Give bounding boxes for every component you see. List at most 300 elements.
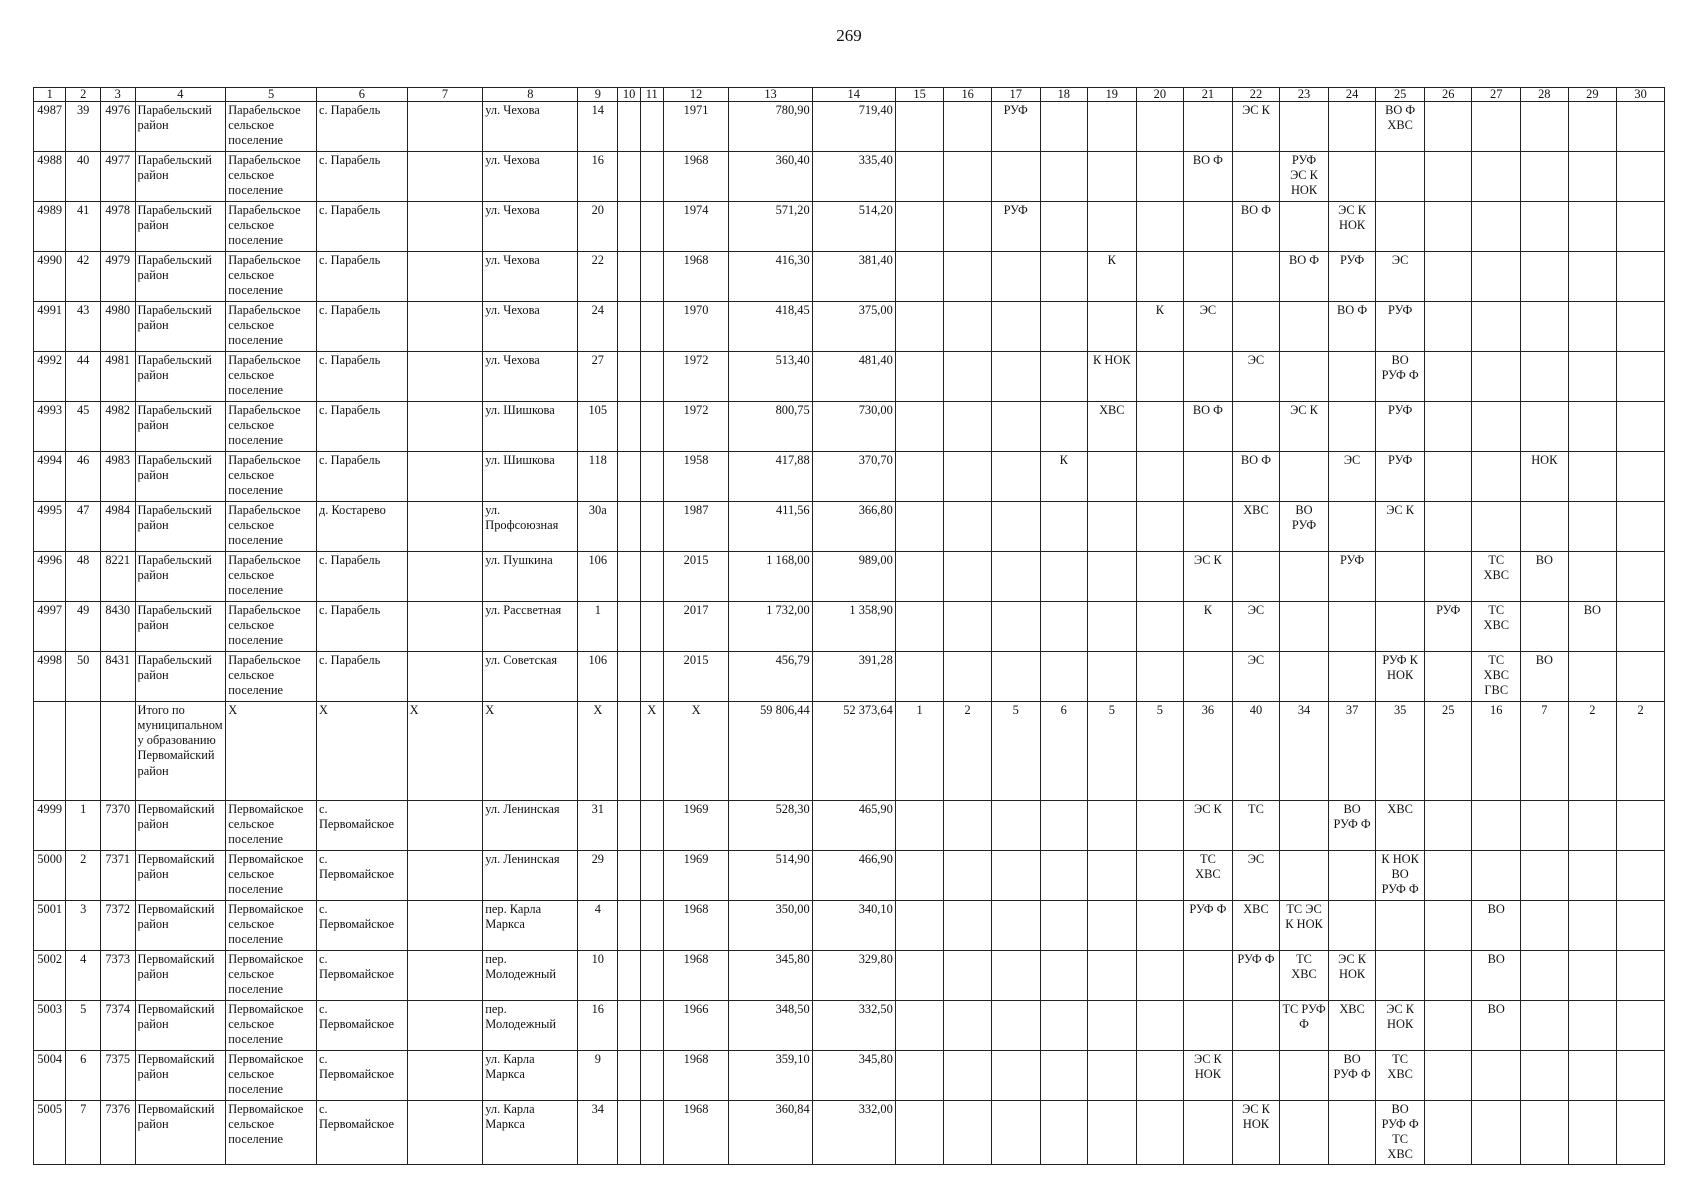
table-cell: Парабельский район [135,552,226,602]
table-cell [1568,901,1617,951]
table-cell [618,1101,641,1165]
column-number: 15 [895,88,944,102]
table-cell [991,452,1040,502]
table-cell [944,552,992,602]
table-cell [1521,951,1569,1001]
table-cell: 4998 [34,652,66,702]
table-cell: 105 [578,402,618,452]
table-cell [1184,352,1233,402]
table-cell: ЭС К НОК [1232,1101,1280,1165]
table-cell [991,602,1040,652]
table-cell [1136,152,1184,202]
table-cell: 34 [578,1101,618,1165]
table-cell: Первомайское сельское поселение [226,851,317,901]
table-cell: 4983 [100,452,135,502]
table-cell [407,452,483,502]
table-cell: 29 [578,851,618,901]
table-cell: 345,80 [729,951,812,1001]
table-cell: Первомайское сельское поселение [226,801,317,851]
table-cell: 106 [578,552,618,602]
table-cell: ул. Советская [483,652,578,702]
table-cell: 4997 [34,602,66,652]
table-cell: РУФ [1424,602,1472,652]
table-cell: Парабельский район [135,152,226,202]
table-cell [944,352,992,402]
column-number: 22 [1232,88,1280,102]
table-cell: 1968 [663,1051,729,1101]
table-cell: 8431 [100,652,135,702]
table-cell: 16 [578,1001,618,1051]
column-number: 19 [1088,88,1137,102]
table-cell: Первомайский район [135,901,226,951]
table-cell [407,102,483,152]
table-cell: ВО [1472,901,1521,951]
table-cell: 1 358,90 [812,602,895,652]
table-cell [407,352,483,402]
table-cell [618,102,641,152]
table-cell: Первомайское сельское поселение [226,1101,317,1165]
table-cell: с. Первомайское [316,1051,407,1101]
table-cell [640,352,663,402]
table-cell: Парабельское сельское поселение [226,602,317,652]
table-cell: ВО РУФ Ф ТС ХВС [1376,1101,1425,1165]
table-cell [944,502,992,552]
column-number: 23 [1280,88,1329,102]
table-cell [618,552,641,602]
table-cell: 348,50 [729,1001,812,1051]
table-cell [1040,1001,1088,1051]
table-cell [895,1001,944,1051]
table-cell [1376,152,1425,202]
table-cell [1136,102,1184,152]
table-cell: 5001 [34,901,66,951]
table-cell [895,801,944,851]
table-cell [407,252,483,302]
table-cell: ВО РУФ Ф [1328,1051,1376,1101]
table-cell: ул. Чехова [483,252,578,302]
table-cell [1472,202,1521,252]
table-cell: ул. Чехова [483,152,578,202]
table-cell: Х [226,702,317,801]
table-cell: с. Первомайское [316,951,407,1001]
table-cell [944,102,992,152]
table-cell: Х [316,702,407,801]
column-number: 2 [66,88,101,102]
table-cell: 5005 [34,1101,66,1165]
table-cell: Парабельский район [135,602,226,652]
table-cell: 4982 [100,402,135,452]
table-cell: Х [578,702,618,801]
table-cell: ЭС [1232,652,1280,702]
table-cell [1328,1101,1376,1165]
table-cell: 4978 [100,202,135,252]
table-cell [1568,801,1617,851]
table-cell [1040,552,1088,602]
table-cell: Х [640,702,663,801]
table-cell: Парабельское сельское поселение [226,202,317,252]
table-cell [1328,502,1376,552]
table-cell [1088,552,1137,602]
table-cell [944,851,992,901]
table-cell: 456,79 [729,652,812,702]
table-cell [1521,302,1569,352]
table-cell: 2 [66,851,101,901]
table-cell: 6 [1040,702,1088,801]
table-cell: пер. Молодежный [483,951,578,1001]
table-cell [618,1001,641,1051]
table-cell: ВО Ф [1280,252,1329,302]
table-cell [1568,152,1617,202]
table-cell [1568,352,1617,402]
table-cell [895,152,944,202]
table-cell: 4995 [34,502,66,552]
table-cell [1568,652,1617,702]
table-row [34,552,1665,602]
table-cell [1184,1101,1233,1165]
table-cell: 1 168,00 [729,552,812,602]
table-cell: ЭС К [1184,801,1233,851]
table-cell [1328,352,1376,402]
column-number-row [34,88,1665,102]
table-cell [1376,202,1425,252]
table-cell: ул. Чехова [483,302,578,352]
table-cell [640,1001,663,1051]
table-cell [1040,1101,1088,1165]
table-cell [944,801,992,851]
table-cell [1521,1101,1569,1165]
table-cell: 1972 [663,352,729,402]
table-cell: ул. Чехова [483,102,578,152]
table-cell: 1 732,00 [729,602,812,652]
table-cell [1617,1051,1665,1101]
table-cell: 1 [66,801,101,851]
table-cell [1280,851,1329,901]
table-cell: 2015 [663,552,729,602]
table-cell: Парабельский район [135,352,226,402]
table-cell: РУФ [991,102,1040,152]
table-cell: 47 [66,502,101,552]
table-cell: 350,00 [729,901,812,951]
table-cell: Первомайское сельское поселение [226,1051,317,1101]
table-cell [1424,652,1472,702]
table-cell [640,302,663,352]
table-cell: Х [483,702,578,801]
table-cell: 5003 [34,1001,66,1051]
table-cell [618,801,641,851]
table-cell: с. Парабель [316,652,407,702]
table-cell [1424,452,1472,502]
table-cell [991,152,1040,202]
table-cell: с. Парабель [316,152,407,202]
table-cell [1472,102,1521,152]
table-cell [407,302,483,352]
table-cell: с. Парабель [316,352,407,402]
table-row [34,402,1665,452]
table-cell [1184,652,1233,702]
total-row [34,702,1665,801]
table-cell: с. Первомайское [316,801,407,851]
table-cell [1472,1051,1521,1101]
table-cell [618,152,641,202]
table-cell: К [1184,602,1233,652]
table-cell: 366,80 [812,502,895,552]
table-cell [407,552,483,602]
table-cell: ЭС К НОК [1184,1051,1233,1101]
table-cell: 411,56 [729,502,812,552]
table-cell: Парабельский район [135,452,226,502]
table-row [34,1051,1665,1101]
table-cell: Парабельское сельское поселение [226,502,317,552]
table-cell [1040,1051,1088,1101]
table-cell [1568,951,1617,1001]
table-cell: с. Парабель [316,602,407,652]
table-cell [1424,302,1472,352]
table-cell: 780,90 [729,102,812,152]
table-cell: 329,80 [812,951,895,1001]
table-cell: 7373 [100,951,135,1001]
table-row [34,352,1665,402]
table-cell: Х [407,702,483,801]
table-cell [1184,951,1233,1001]
table-cell [1472,302,1521,352]
table-cell: ЭС [1232,851,1280,901]
table-cell: 2 [1617,702,1665,801]
table-cell [1280,1051,1329,1101]
table-cell: 4994 [34,452,66,502]
table-cell [1280,202,1329,252]
table-cell [1617,402,1665,452]
table-cell [407,901,483,951]
table-cell [640,502,663,552]
table-cell [407,502,483,552]
table-cell [1232,402,1280,452]
table-cell [1136,1101,1184,1165]
table-cell: ул. Ленинская [483,851,578,901]
table-cell [991,552,1040,602]
table-cell [1040,801,1088,851]
table-cell: 571,20 [729,202,812,252]
table-cell: ЭС К [1376,502,1425,552]
table-cell [1617,152,1665,202]
table-cell [895,202,944,252]
table-cell [1472,152,1521,202]
table-cell [1568,1101,1617,1165]
column-number: 3 [100,88,135,102]
table-row [34,452,1665,502]
table-cell: Х [663,702,729,801]
table-cell: РУФ [1376,452,1425,502]
table-cell [1472,452,1521,502]
table-cell [1521,252,1569,302]
table-cell [1424,352,1472,402]
table-cell [1280,302,1329,352]
table-cell [1040,102,1088,152]
table-cell: 417,88 [729,452,812,502]
table-cell: РУФ [1376,302,1425,352]
table-cell [1617,851,1665,901]
table-cell: 43 [66,302,101,352]
table-cell: 16 [1472,702,1521,801]
column-number: 25 [1376,88,1425,102]
table-cell [407,951,483,1001]
table-cell: ул. Карла Маркса [483,1051,578,1101]
table-cell: 4 [66,951,101,1001]
table-cell [1088,1051,1137,1101]
table-cell: 2 [1568,702,1617,801]
column-number: 12 [663,88,729,102]
table-row [34,502,1665,552]
column-number: 26 [1424,88,1472,102]
table-cell: ВО Ф [1232,202,1280,252]
column-number: 17 [991,88,1040,102]
table-cell [1617,202,1665,252]
table-cell [1376,901,1425,951]
table-cell [66,702,101,801]
table-cell [1088,1001,1137,1051]
table-cell [640,652,663,702]
table-cell: ВО [1472,1001,1521,1051]
column-number: 4 [135,88,226,102]
table-cell: 1 [578,602,618,652]
table-row [34,951,1665,1001]
table-cell: 27 [578,352,618,402]
table-cell [1472,252,1521,302]
table-cell [1617,502,1665,552]
table-cell [1040,202,1088,252]
table-cell [1136,352,1184,402]
table-cell: с. Парабель [316,102,407,152]
table-cell: Парабельское сельское поселение [226,252,317,302]
table-cell: 9 [578,1051,618,1101]
table-cell [1280,102,1329,152]
table-cell: РУФ К НОК [1376,652,1425,702]
table-cell [1136,452,1184,502]
table-cell: ул. Профсоюзная [483,502,578,552]
table-cell: 4987 [34,102,66,152]
table-cell: с. Парабель [316,402,407,452]
table-cell [100,702,135,801]
table-cell [1040,302,1088,352]
table-row [34,1101,1665,1165]
table-cell [640,1101,663,1165]
column-number: 10 [618,88,641,102]
table-cell: ТС ХВС [1472,552,1521,602]
table-cell: ВО Ф [1184,152,1233,202]
column-number: 28 [1521,88,1569,102]
table-cell: 1 [895,702,944,801]
table-cell [640,602,663,652]
table-cell [1328,851,1376,901]
column-number: 16 [944,88,992,102]
table-cell: 31 [578,801,618,851]
table-cell [1232,1001,1280,1051]
table-cell: ТС РУФ Ф [1280,1001,1329,1051]
table-cell [1617,652,1665,702]
table-cell [1472,502,1521,552]
table-cell: 49 [66,602,101,652]
column-number: 11 [640,88,663,102]
table-cell [991,302,1040,352]
table-cell: ЭС [1328,452,1376,502]
table-cell [944,252,992,302]
table-cell: 24 [578,302,618,352]
table-cell [1136,801,1184,851]
table-cell [1568,502,1617,552]
table-cell [1184,452,1233,502]
table-cell: Парабельский район [135,202,226,252]
table-cell: 4996 [34,552,66,602]
table-cell: Парабельское сельское поселение [226,302,317,352]
table-cell [407,202,483,252]
table-cell [1184,502,1233,552]
table-cell [1040,652,1088,702]
table-cell [640,552,663,602]
table-cell: 4976 [100,102,135,152]
table-cell: ЭС [1232,602,1280,652]
table-cell [1568,452,1617,502]
table-cell [1424,252,1472,302]
table-cell [1521,102,1569,152]
table-cell [991,951,1040,1001]
column-number: 27 [1472,88,1521,102]
table-cell [1568,851,1617,901]
table-cell [1136,602,1184,652]
table-cell [640,452,663,502]
table-cell: 1971 [663,102,729,152]
table-cell: 1968 [663,152,729,202]
table-row [34,302,1665,352]
table-cell: 3 [66,901,101,951]
table-cell: 48 [66,552,101,602]
table-cell: 7375 [100,1051,135,1101]
table-cell: ХВС [1232,901,1280,951]
table-cell [991,252,1040,302]
table-cell [1136,402,1184,452]
table-cell [618,951,641,1001]
table-cell [640,102,663,152]
table-cell: с. Парабель [316,552,407,602]
table-cell: 39 [66,102,101,152]
table-cell [1328,652,1376,702]
table-cell: РУФ Ф [1232,951,1280,1001]
table-cell: ХВС [1232,502,1280,552]
table-cell: 42 [66,252,101,302]
table-cell: 118 [578,452,618,502]
table-cell: 4977 [100,152,135,202]
table-cell: Парабельское сельское поселение [226,152,317,202]
table-cell [1040,502,1088,552]
table-cell [1232,302,1280,352]
table-cell: ТС ХВС ГВС [1472,652,1521,702]
table-cell [1040,901,1088,951]
table-cell [1136,252,1184,302]
table-cell: Парабельский район [135,302,226,352]
table-cell [407,1051,483,1101]
table-cell [1040,851,1088,901]
table-cell: ул. Пушкина [483,552,578,602]
register-table [33,87,1665,1165]
table-cell [944,302,992,352]
table-cell: 391,28 [812,652,895,702]
table-cell: К [1088,252,1137,302]
table-cell [618,252,641,302]
table-cell: 20 [578,202,618,252]
table-cell: ЭС К [1184,552,1233,602]
table-cell [1568,402,1617,452]
table-cell [1040,402,1088,452]
table-cell: Парабельский район [135,402,226,452]
table-cell: ВО [1472,951,1521,1001]
